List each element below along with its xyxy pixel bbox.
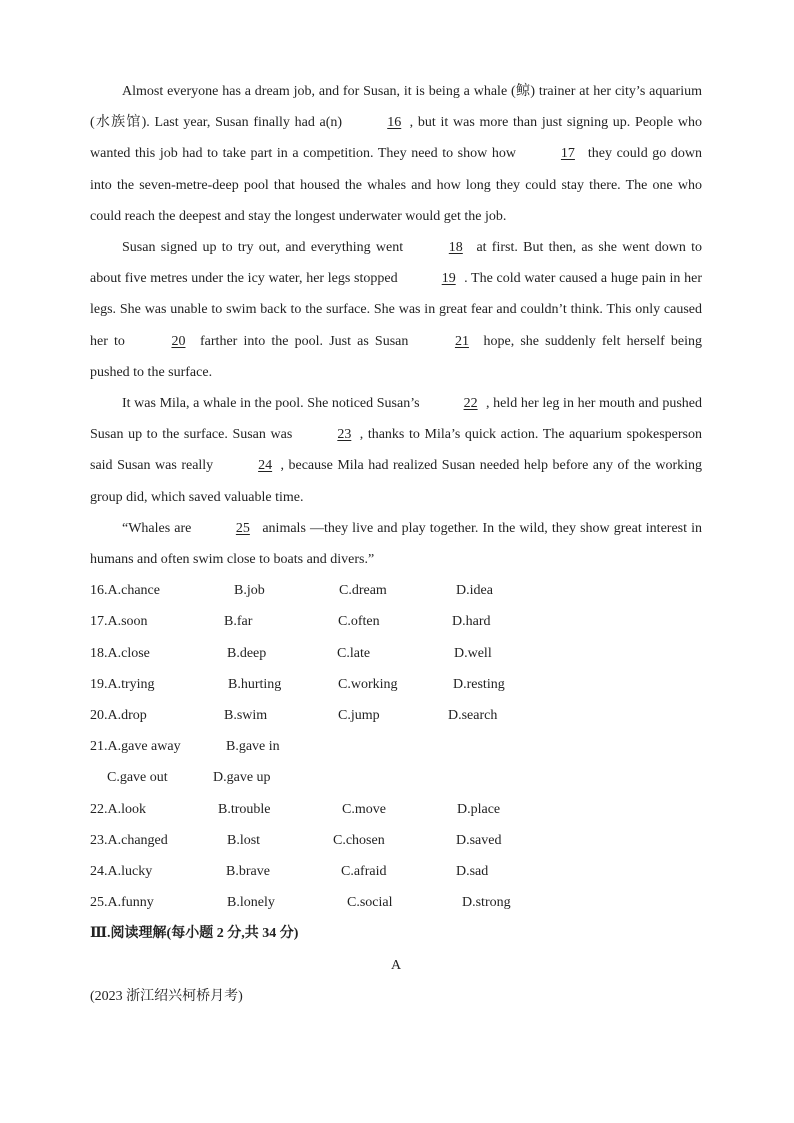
passage-paragraph-3	[90, 388, 702, 513]
option-b: B.lost	[227, 832, 261, 848]
option-row-25	[90, 887, 702, 918]
option-d: D.well	[454, 645, 492, 661]
passage-text: at first. But then, as she went down to about five metres under the icy water, her legs stopped	[90, 240, 702, 287]
passage-text: , held her leg in her mouth and pushed Susan up to the surface. Susan was	[90, 396, 702, 443]
passage-text: animals —they live and play together. In the wild, they show great interest in humans and often swim close to boats and divers.”	[90, 520, 702, 568]
option-d: D.strong	[462, 895, 511, 911]
option-b: B.gave in	[226, 739, 280, 755]
option-row-21	[90, 731, 702, 762]
option-c: C.gave out	[107, 770, 168, 786]
option-d: D.gave up	[213, 770, 271, 786]
option-c: C.move	[342, 801, 386, 817]
option-a: 17.A.soon	[90, 614, 148, 630]
option-row-22	[90, 794, 702, 825]
option-b: B.lonely	[227, 895, 275, 911]
passage-text: . The cold water caused a huge pain in her legs. She was unable to swim back to the surface. She was in great fear and couldn’t think. This only caused her to	[90, 271, 703, 349]
passage-text: It was Mila, a whale in the pool. She noticed Susan’s	[122, 396, 424, 412]
passage-text: farther into the pool. Just as Susan	[193, 333, 415, 349]
option-a: 25.A.funny	[90, 895, 154, 911]
option-a: 21.A.gave away	[90, 739, 181, 755]
passage-label: A	[390, 957, 402, 973]
blank-18: 18	[448, 240, 463, 256]
blank-23: 23	[337, 427, 352, 443]
passage-text: they could go down into the seven-metre-deep pool that housed the whales and how long they could stay there. The one who could reach the deepest and stay the longest underwater would get the job.	[90, 146, 702, 224]
option-a: 24.A.lucky	[90, 863, 153, 879]
option-b: B.swim	[224, 708, 268, 723]
option-d: D.sad	[456, 863, 489, 879]
blank-25: 25	[235, 520, 250, 536]
option-d: D.idea	[456, 583, 493, 599]
passage-text: “Whales are	[122, 520, 196, 536]
blank-24: 24	[258, 458, 273, 474]
section-heading: Ⅲ.阅读理解(每小题 2 分,共 34 分)	[90, 926, 299, 942]
option-c: C.often	[338, 614, 380, 630]
option-d: D.place	[457, 801, 501, 817]
blank-16: 16	[387, 115, 402, 131]
blank-21: 21	[454, 333, 469, 349]
passage-text: , but it was more than just signing up. People who wanted this job had to take part in a competition. They need to show how	[90, 115, 703, 162]
option-a: 19.A.trying	[90, 676, 155, 692]
answer-options	[90, 575, 702, 918]
option-row-18	[90, 638, 702, 669]
option-c: C.working	[338, 676, 398, 692]
option-c: C.dream	[339, 583, 387, 599]
passage-text: Susan signed up to try out, and everything went	[122, 240, 409, 256]
option-c: C.social	[347, 895, 393, 911]
option-b: B.deep	[227, 645, 267, 661]
option-b: B.far	[224, 614, 253, 630]
blank-20: 20	[171, 333, 186, 349]
option-a: 20.A.drop	[90, 708, 147, 723]
option-a: 18.A.close	[90, 645, 150, 661]
option-b: B.brave	[226, 863, 270, 879]
option-b: B.hurting	[228, 676, 282, 692]
option-row-23	[90, 825, 702, 856]
passage-text: hope, she suddenly felt herself being pushed to the surface.	[90, 333, 703, 380]
option-b: B.job	[234, 583, 265, 599]
passage-text: , because Mila had realized Susan needed help before any of the working group did, which saved valuable time.	[90, 458, 702, 505]
worksheet-page	[90, 76, 702, 1012]
option-row-21-cont	[90, 762, 702, 793]
blank-22: 22	[463, 396, 478, 412]
option-d: D.saved	[456, 832, 502, 848]
option-d: D.search	[448, 708, 498, 723]
option-d: D.hard	[452, 614, 491, 630]
blank-17: 17	[560, 146, 575, 162]
option-b: B.trouble	[218, 801, 271, 817]
source-note: (2023 浙江绍兴柯桥月考)	[90, 988, 243, 1004]
option-a: 22.A.look	[90, 801, 146, 817]
option-row-24	[90, 856, 702, 887]
option-c: C.late	[337, 645, 371, 661]
passage-text: , thanks to Mila’s quick action. The aquarium spokesperson said Susan was really	[90, 427, 703, 474]
option-c: C.afraid	[341, 863, 387, 879]
passage-paragraph-1	[90, 76, 702, 232]
option-d: D.resting	[453, 676, 505, 692]
option-c: C.chosen	[333, 832, 385, 848]
option-row-17	[90, 606, 702, 637]
passage-text: Almost everyone has a dream job, and for Susan, it is being a whale (鲸) trainer at her city’s aquarium (水族馆). Last year, Susan finally had a(n)	[90, 84, 702, 131]
option-a: 16.A.chance	[90, 583, 160, 599]
blank-19: 19	[441, 271, 456, 287]
option-row-20	[90, 700, 702, 731]
option-row-16	[90, 575, 702, 606]
passage-paragraph-2	[90, 232, 702, 388]
option-row-19	[90, 669, 702, 700]
option-c: C.jump	[338, 708, 380, 723]
passage-paragraph-4	[90, 513, 702, 575]
option-a: 23.A.changed	[90, 832, 168, 848]
